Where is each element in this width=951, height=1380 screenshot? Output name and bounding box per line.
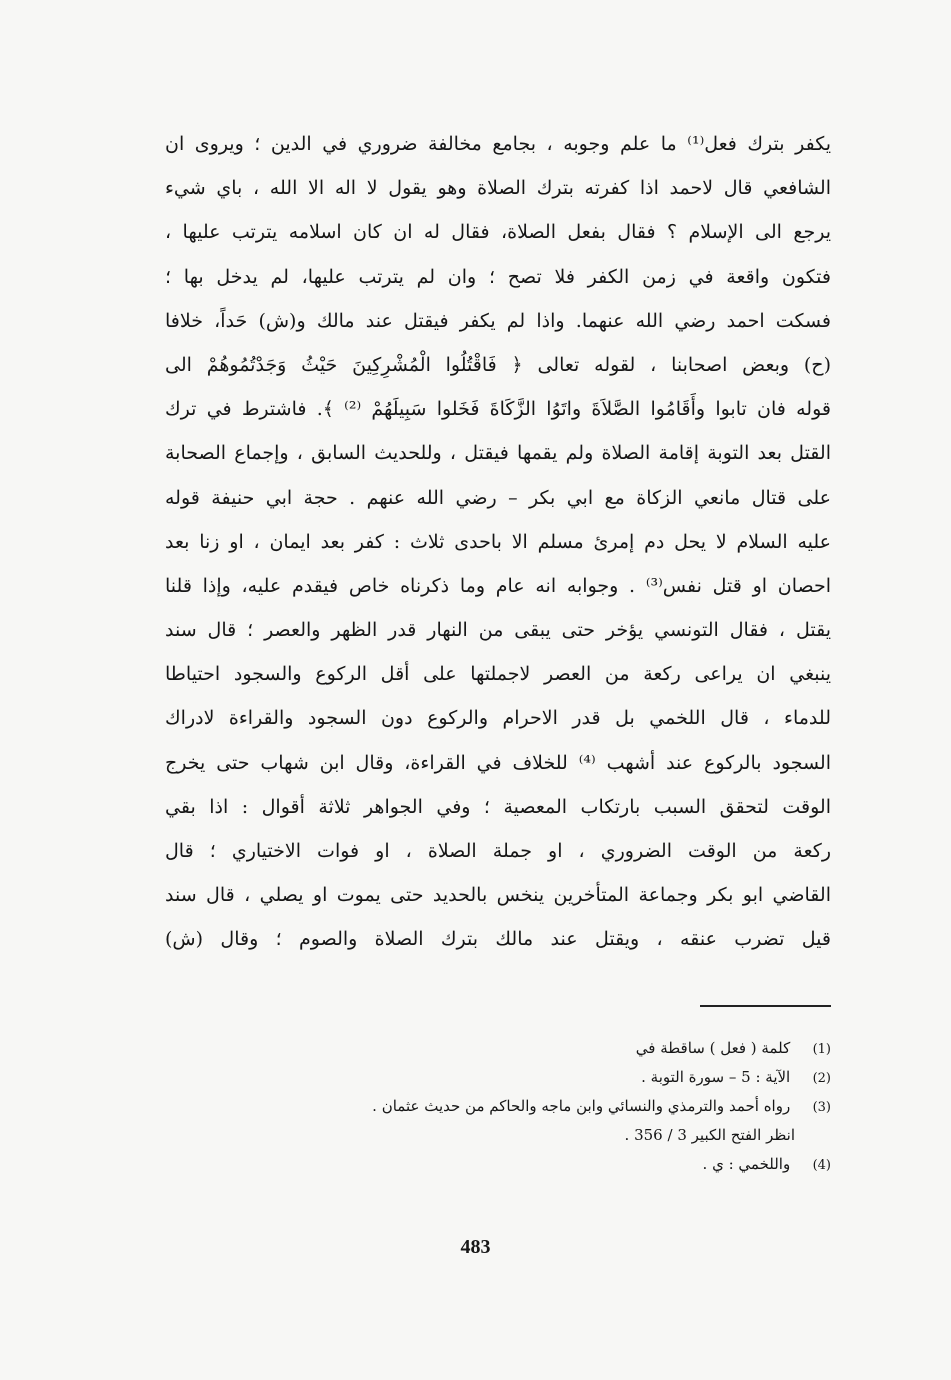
text-line: (ح) وبعض اصحابنا ، لقوله تعالى ﴿ فَاقْتُلُوا الْمُشْرِكِينَ حَيْثُ وَجَدْتُمُوهُمْ الى [165, 353, 831, 376]
text-line: القتل بعد التوبة إقامة الصلاة ولم يقمها فيقتل ، وللحديث السابق ، وإجماع الصحابة [165, 442, 831, 465]
footnote-continuation [250, 1121, 831, 1150]
text-line: الوقت لتحقق السبب بارتكاب المعصية ؛ وفي الجواهر ثلاثة أقوال : اذا بقي [165, 795, 831, 818]
footnote-item [250, 1150, 831, 1179]
footnote-item [250, 1063, 831, 1092]
text-line: ركعة من الوقت الضروري ، او جملة الصلاة ، او فوات الاختياري ؛ قال [165, 840, 831, 862]
text-line: قيل تضرب عنقه ، ويقتل عند مالك بترك الصلاة والصوم ؛ وقال (ش) [165, 928, 831, 951]
footnote-text: الآية : 5 – سورة التوبة . [641, 1068, 791, 1086]
main-text [165, 122, 831, 962]
footnotes [250, 1034, 831, 1179]
text-line: على قتال مانعي الزكاة مع ابي بكر – رضي الله عنهم . حجة ابي حنيفة قوله [165, 486, 831, 509]
footnote-number: (3) [812, 1100, 831, 1115]
page-number: 483 [460, 1236, 491, 1258]
footnote-text: رواه أحمد والترمذي والنسائي وابن ماجه والحاكم من حديث عثمان . [372, 1097, 791, 1115]
text-line: قوله فان تابوا وأَقَامُوا الصَّلاَةَ واتَوُا الزَّكَاةَ فَخَلوا سَبِيلَهُمْ ⁽²⁾ ﴾. فاشترط في ترك [165, 398, 831, 421]
text-line: يرجع الى الإسلام ؟ فقال بفعل الصلاة، فقال له ان كان اسلامه يترتب عليها ، [165, 221, 831, 244]
footnote-item [250, 1034, 831, 1063]
text-line: يكفر بترك فعل⁽¹⁾ ما علم وجوبه ، بجامع مخالفة ضروري في الدين ؛ ويروى ان [165, 133, 831, 155]
footnote-text: كلمة ( فعل ) ساقطة في [635, 1039, 791, 1057]
text-line: ينبغي ان يراعى ركعة من العصر لاجملتها على أقل الركوع والسجود احتياطا [165, 663, 831, 686]
footnote-number: (4) [812, 1158, 831, 1173]
text-line: للدماء ، قال اللخمي بل قدر الاحرام والركوع دون السجود والقراءة لادراك [165, 707, 831, 730]
footnote-item [250, 1092, 831, 1121]
text-line: فتكون واقعة في زمن الكفر فلا تصح ؛ وان لم يترتب عليها، لم يدخل بها ؛ [165, 265, 831, 288]
text-line: القاضي ابو بكر وجماعة المتأخرين ينخس بالحديد حتى يموت او يصلي ، قال سند [165, 884, 831, 907]
footnote-number: (2) [812, 1071, 831, 1086]
text-line: فسكت احمد رضي الله عنهما. واذا لم يكفر فيقتل عند مالك و(ش) حَداً، خلافا [165, 309, 831, 332]
footnote-text: واللخمي : ي . [702, 1155, 791, 1173]
text-line: السجود بالركوع عند أشهب ⁽⁴⁾ للخلاف في القراءة، وقال ابن شهاب حتى يخرج [165, 751, 831, 774]
text-line: عليه السلام لا يحل دم إمرئ مسلم الا باحدى ثلاث : كفر بعد ايمان ، او زنا بعد [165, 530, 831, 553]
footnote-number: (1) [812, 1042, 831, 1057]
text-line: الشافعي قال لاحمد اذا كفرته بترك الصلاة وهو يقول لا اله الا الله ، باي شيء [165, 177, 831, 200]
text-line: يقتل ، فقال التونسي يؤخر حتى يبقى من النهار قدر الظهر والعصر ؛ قال سند [165, 619, 831, 642]
footnote-divider [700, 1005, 831, 1007]
footnote-text: انظر الفتح الكبير 3 / 356 . [624, 1126, 795, 1144]
text-line: احصان او قتل نفس⁽³⁾ . وجوابه انه عام وما ذكرناه خاص فيقدم عليه، وإذا قلنا [165, 574, 831, 597]
